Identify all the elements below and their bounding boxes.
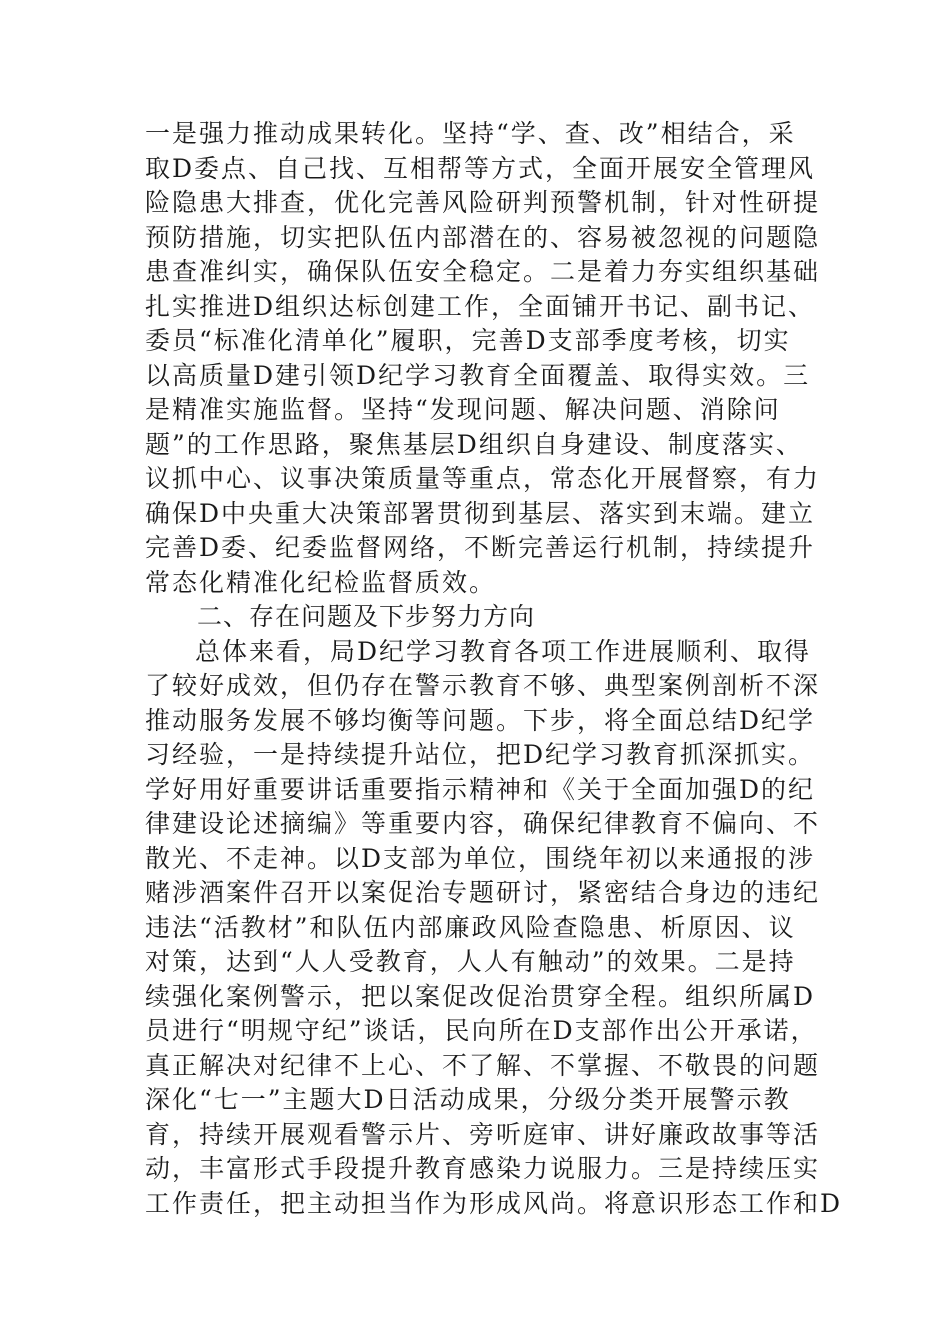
text-line: 育，持续开展观看警示片、旁听庭审、讲好廉政故事等活 bbox=[145, 1119, 821, 1149]
text-line: 动，丰富形式手段提升教育感染力说服力。三是持续压实 bbox=[145, 1154, 821, 1183]
text-line: 对策，达到“人人受教育，人人有触动”的效果。二是持 bbox=[145, 947, 796, 976]
text-line: 习经验，一是持续提升站位，把D纪学习教育抓深抓实。 bbox=[145, 740, 816, 769]
text-line: 确保D中央重大决策部署贯彻到基层、落实到末端。建立 bbox=[145, 498, 816, 528]
section-heading: 二、存在问题及下步努力方向 bbox=[197, 602, 536, 631]
text-line: 真正解决对纪律不上心、不了解、不掌握、不敬畏的问题 bbox=[145, 1050, 821, 1080]
text-line: 预防措施，切实把队伍内部潜在的、容易被忽视的问题隐 bbox=[145, 222, 821, 252]
document-body bbox=[145, 117, 843, 1221]
text-line: 险隐患大排查，优化完善风险研判预警机制，针对性研提 bbox=[145, 188, 821, 217]
text-line: 了较好成效，但仍存在警示教育不够、典型案例剖析不深 bbox=[145, 671, 821, 700]
text-line: 完善D委、纪委监督网络，不断完善运行机制，持续提升 bbox=[145, 533, 816, 562]
text-line: 推动服务发展不够均衡等问题。下步，将全面总结D纪学 bbox=[145, 705, 816, 735]
text-line: 取D委点、自己找、互相帮等方式，全面开展安全管理风 bbox=[145, 153, 816, 183]
text-line: 议抓中心、议事决策质量等重点，常态化开展督察，有力 bbox=[145, 464, 821, 493]
text-line: 题”的工作思路，聚焦基层D组织自身建设、制度落实、 bbox=[145, 429, 803, 459]
text-line: 赌涉酒案件召开以案促治专题研讨，紧密结合身边的违纪 bbox=[145, 878, 821, 907]
text-line: 常态化精准化纪检监督质效。 bbox=[145, 567, 497, 597]
text-line: 员进行“明规守纪”谈话，民向所在D支部作出公开承诺， bbox=[145, 1016, 818, 1045]
text-line: 是精准实施监督。坚持“发现问题、解决问题、消除问 bbox=[145, 395, 781, 424]
text-line: 工作责任，把主动担当作为形成风尚。将意识形态工作和D bbox=[145, 1188, 843, 1218]
text-line: 学好用好重要讲话重要指示精神和《关于全面加强D的纪 bbox=[145, 774, 816, 804]
text-line: 续强化案例警示，把以案促改促治贯穿全程。组织所属D bbox=[145, 981, 816, 1011]
text-line: 患查准纠实，确保队伍安全稳定。二是着力夯实组织基础 bbox=[145, 257, 821, 286]
text-line: 深化“七一”主题大D日活动成果，分级分类开展警示教 bbox=[145, 1085, 791, 1114]
text-line: 扎实推进D组织达标创建工作，全面铺开书记、副书记、 bbox=[145, 291, 816, 321]
text-line: 律建设论述摘编》等重要内容，确保纪律教育不偏向、不 bbox=[145, 809, 821, 838]
text-line: 散光、不走神。以D支部为单位，围绕年初以来通报的涉 bbox=[145, 843, 816, 873]
text-line: 以高质量D建引领D纪学习教育全面覆盖、取得实效。三 bbox=[145, 360, 811, 390]
text-line: 一是强力推动成果转化。坚持“学、查、改”相结合，采 bbox=[145, 119, 796, 148]
text-line: 委员“标准化清单化”履职，完善D支部季度考核，切实 bbox=[145, 326, 791, 355]
text-line: 总体来看，局D纪学习教育各项工作进展顺利、取得 bbox=[195, 636, 812, 666]
text-line: 违法“活教材”和队伍内部廉政风险查隐患、析原因、议 bbox=[145, 912, 796, 942]
